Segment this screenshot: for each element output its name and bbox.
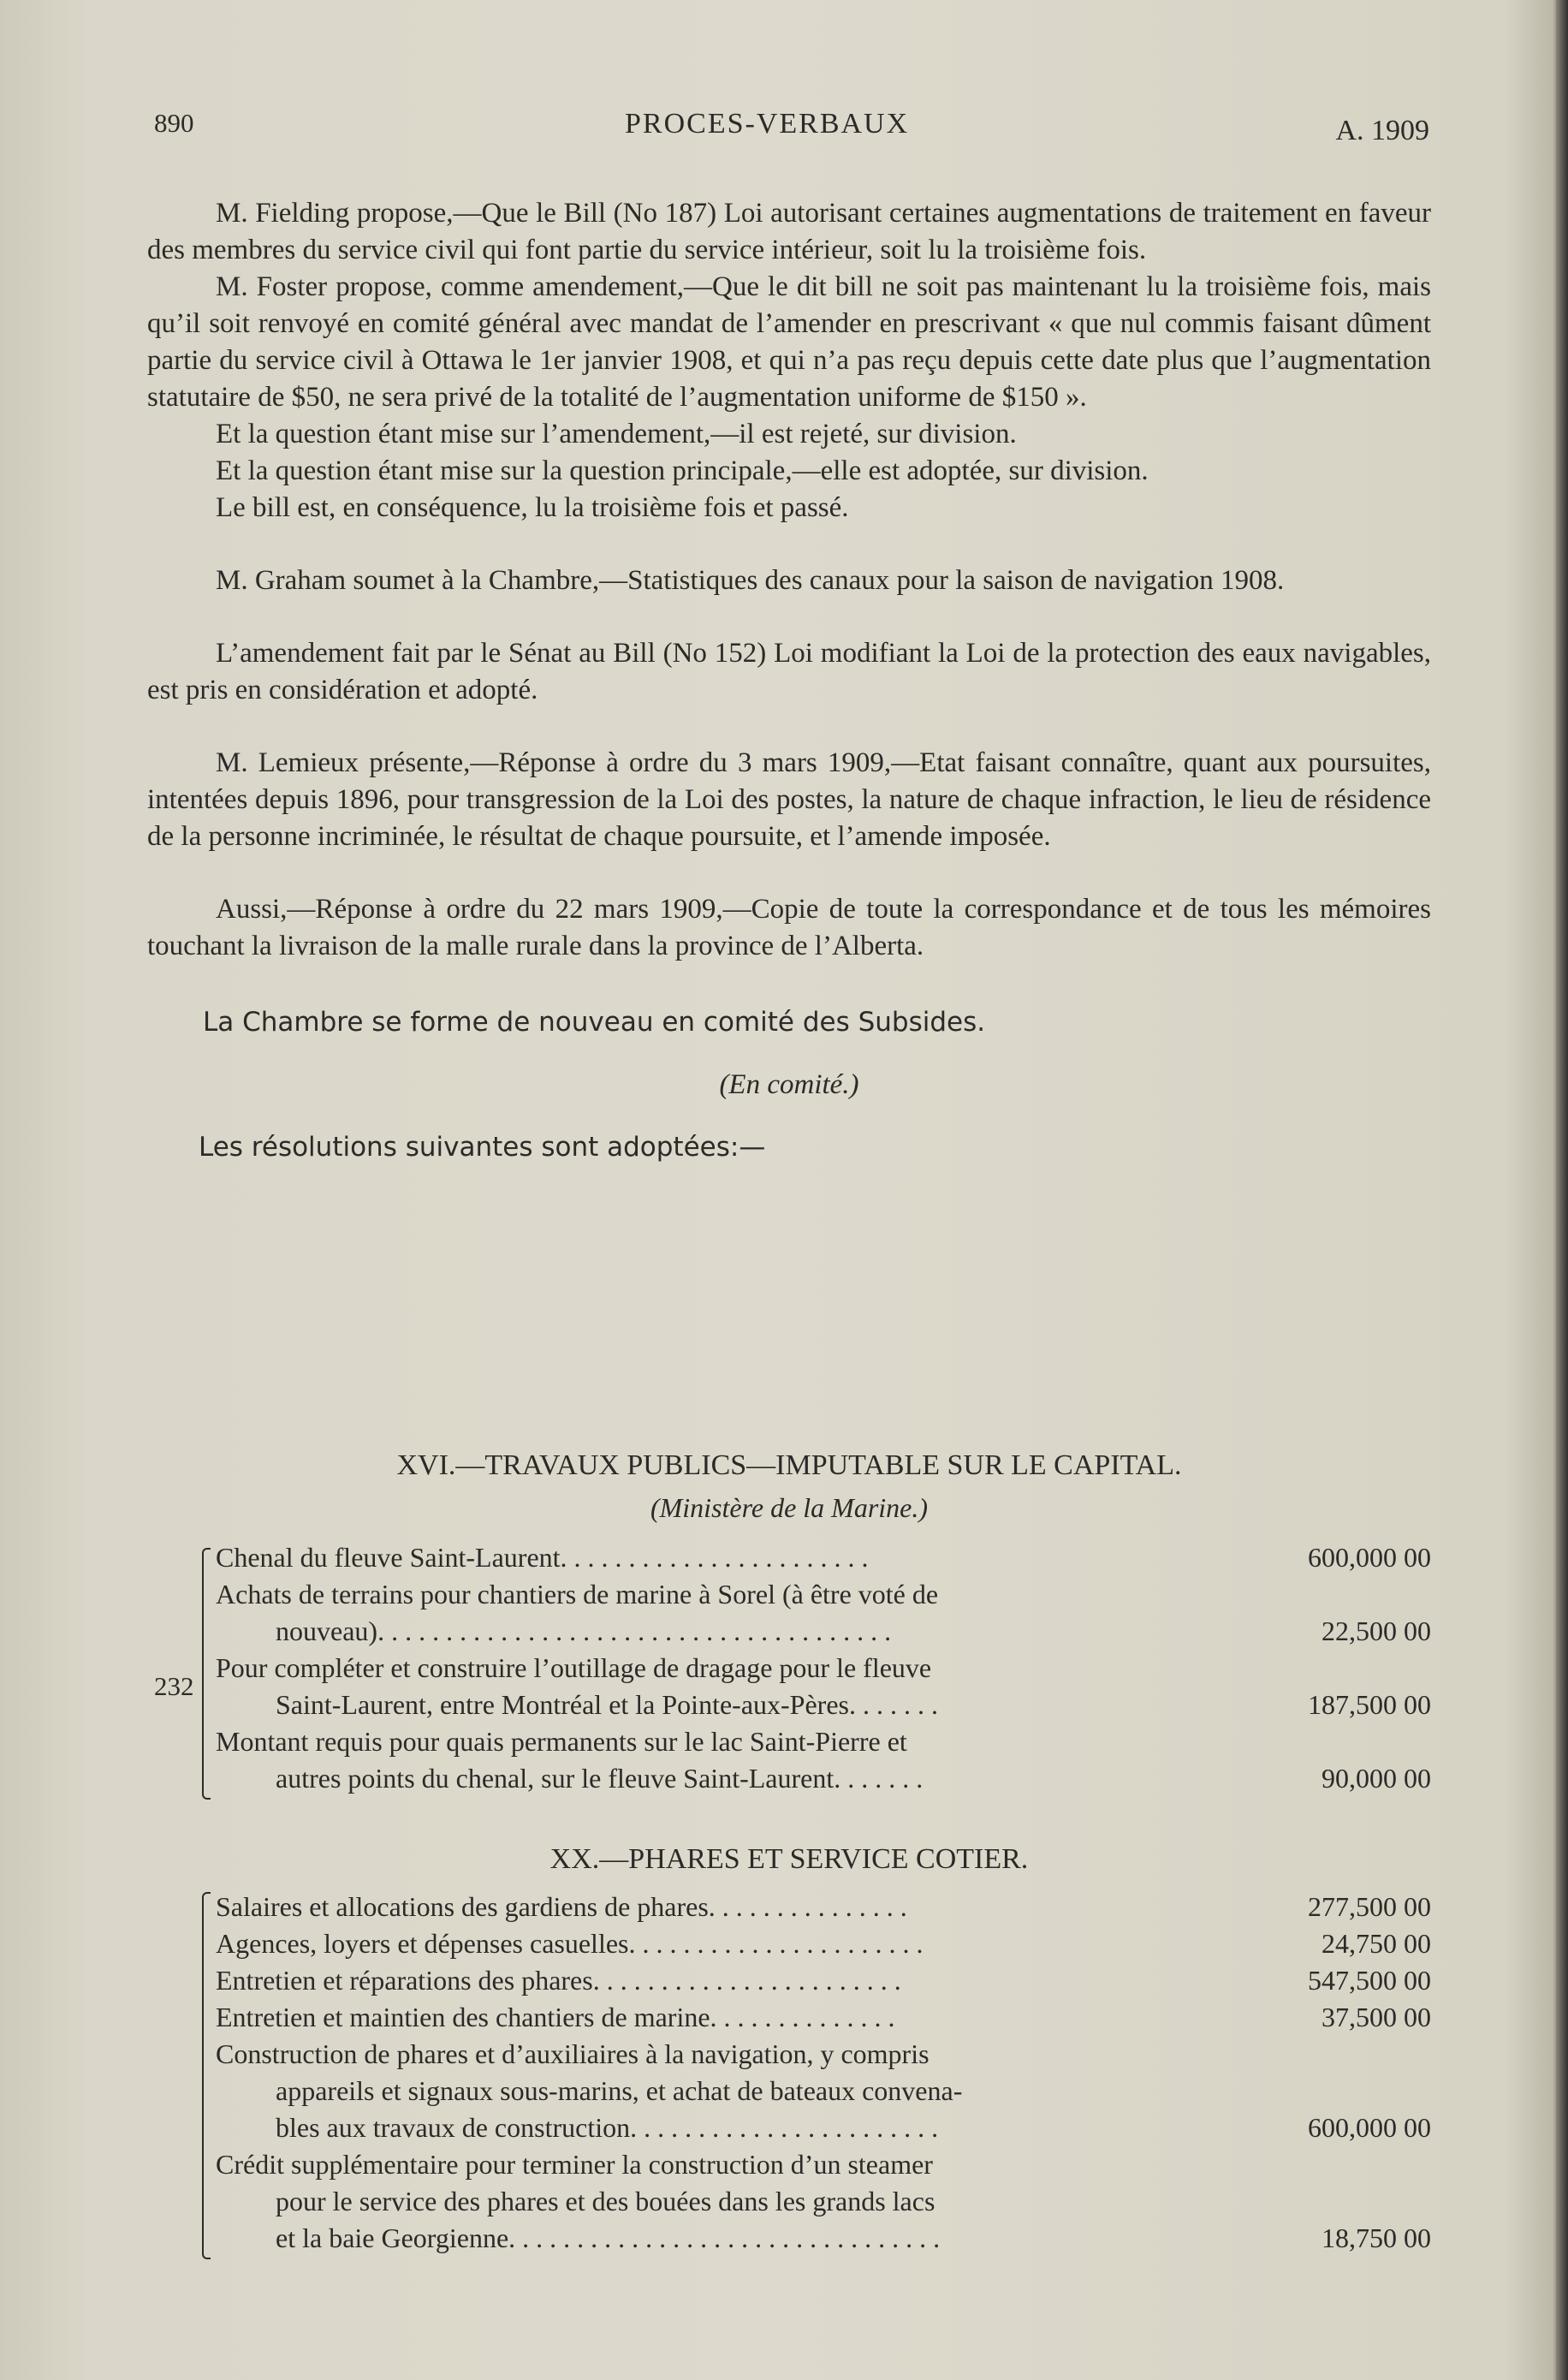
ledger-row <box>147 1962 1431 1999</box>
item-description: Agences, loyers et dépenses casuelles. . . . . . . . . . . . . . . . . . . . . . <box>216 1928 924 1959</box>
item-amount: 547,500 00 <box>1308 1965 1431 1996</box>
item-description: Chenal du fleuve Saint-Laurent. . . . . . . . . . . . . . . . . . . . . . . <box>216 1542 869 1573</box>
paragraph-fielding: M. Fielding propose,—Que le Bill (No 187) Loi autorisant certaines augmentations de traitement en faveur des membres du service civil qui font partie du service intérieur, soit lu la troisième fois. <box>147 198 1431 265</box>
ledger-row <box>147 1576 1431 1613</box>
item-description: pour le service des phares et des bouées dans les grands lacs <box>276 2186 935 2216</box>
section-xx-heading: XX.—PHARES ET SERVICE COTIER. <box>549 1843 1029 1875</box>
item-description: Construction de phares et d’auxiliaires à la navigation, y compris <box>216 2038 930 2069</box>
paragraph-aussi: Aussi,—Réponse à ordre du 22 mars 1909,—Copie de toute la correspondance et de tous les mémoires touchant la livraison de la malle rurale dans la province de l’Alberta. <box>147 894 1431 961</box>
page-header <box>154 108 1429 151</box>
ledger-row <box>147 2220 1431 2257</box>
section-xvi <box>147 1447 1431 1797</box>
item-amount: 600,000 00 <box>1308 2112 1431 2143</box>
paragraph-foster: M. Foster propose, comme amendement,—Que le dit bill ne soit pas maintenant lu la troisième fois, mais qu’il soit renvoyé en comité général avec mandat de l’amender en prescrivant « que nul commis faisant dûment partie du service civil à Ottawa le 1er janvier 1908, et qui n’a pas reçu depuis cette date plus que l’augmentation statutaire de $50, ne sera privé de la totalité de l’augmentation uniforme de $150 ». <box>147 271 1431 413</box>
section-xvi-heading: XVI.—TRAVAUX PUBLICS—IMPUTABLE SUR LE CAPITAL. <box>396 1449 1182 1481</box>
item-description: Saint-Laurent, entre Montréal et la Pointe-aux-Pères. . . . . . . <box>276 1689 938 1720</box>
item-amount: 22,500 00 <box>1322 1615 1431 1646</box>
item-description: autres points du chenal, sur le fleuve Saint-Laurent. . . . . . . <box>276 1763 924 1794</box>
section-xvi-subheading: (Ministère de la Marine.) <box>650 1492 929 1523</box>
ledger-row <box>147 2183 1431 2220</box>
item-amount: 24,750 00 <box>1322 1928 1431 1959</box>
paragraph-bill-passed: Le bill est, en conséquence, lu la troisième fois et passé. <box>216 492 849 523</box>
item-amount: 18,750 00 <box>1322 2222 1431 2253</box>
session-year: A. 1909 <box>1335 115 1429 146</box>
item-description: Crédit supplémentaire pour terminer la construction d’un steamer <box>216 2149 933 2180</box>
paragraph-resolutions: Les résolutions suivantes sont adoptées:— <box>199 1132 766 1163</box>
ledger-row <box>147 2146 1431 2183</box>
ledger-row <box>147 1889 1431 1925</box>
section-xx <box>147 1841 1431 2257</box>
item-description: et la baie Georgienne. . . . . . . . . . . . . . . . . . . . . . . . . . . . . . . . <box>276 2222 941 2253</box>
item-description: Entretien et maintien des chantiers de marine. . . . . . . . . . . . . . <box>216 2002 895 2032</box>
vote-number: 232 <box>154 1671 194 1701</box>
page-number: 890 <box>154 108 194 138</box>
item-description: Salaires et allocations des gardiens de phares. . . . . . . . . . . . . . . <box>216 1891 907 1922</box>
item-amount: 277,500 00 <box>1308 1891 1431 1922</box>
ledger-row <box>147 1925 1431 1962</box>
paragraph-graham: M. Graham soumet à la Chambre,—Statistiques des canaux pour la saison de navigation 1908. <box>216 565 1285 596</box>
paragraph-chambre-comite: La Chambre se forme de nouveau en comité des Subsides. <box>203 1007 986 1038</box>
item-amount: 90,000 00 <box>1322 1763 1431 1794</box>
ledger-row <box>147 1613 1431 1650</box>
item-description: nouveau). . . . . . . . . . . . . . . . . . . . . . . . . . . . . . . . . . . . . . <box>276 1615 892 1646</box>
ledger-row <box>147 1539 1431 1576</box>
ledger-row <box>147 1650 1431 1687</box>
running-title: PROCES-VERBAUX <box>625 108 910 140</box>
item-description: Entretien et réparations des phares. . . . . . . . . . . . . . . . . . . . . . . <box>216 1965 901 1996</box>
paragraph-senate-amendment: L’amendement fait par le Sénat au Bill (No 152) Loi modifiant la Loi de la protection des eaux navigables, est pris en considération et adopté. <box>147 638 1431 705</box>
item-amount: 37,500 00 <box>1322 2002 1431 2032</box>
ledger-row <box>147 1723 1431 1760</box>
item-description: appareils et signaux sous-marins, et achat de bateaux convena- <box>276 2075 963 2106</box>
paragraph-main-vote: Et la question étant mise sur la question principale,—elle est adoptée, sur division. <box>216 455 1149 486</box>
ledger-row <box>147 2109 1431 2146</box>
book-binding-edge <box>1556 0 1568 2380</box>
item-amount: 600,000 00 <box>1308 1542 1431 1573</box>
ledger-row <box>147 2036 1431 2073</box>
paragraph-lemieux: M. Lemieux présente,—Réponse à ordre du 3 mars 1909,—Etat faisant connaître, quant aux poursuites, intentées depuis 1896, pour transgression de la Loi des postes, la nature de chaque infraction, le lieu de résidence de la personne incriminée, le résultat de chaque poursuite, et l’amende imposée. <box>147 747 1431 852</box>
item-description: Montant requis pour quais permanents sur le lac Saint-Pierre et <box>216 1726 907 1757</box>
item-amount: 187,500 00 <box>1308 1689 1431 1720</box>
minutes-body <box>147 195 1431 1166</box>
item-description: bles aux travaux de construction. . . . . . . . . . . . . . . . . . . . . . . <box>276 2112 939 2143</box>
ledger-row <box>147 2073 1431 2109</box>
ledger-row <box>147 1999 1431 2036</box>
committee-note: (En comité.) <box>719 1069 859 1100</box>
paragraph-amendment-vote: Et la question étant mise sur l’amendement,—il est rejeté, sur division. <box>216 419 1017 449</box>
ledger-row <box>147 1760 1431 1797</box>
item-description: Pour compléter et construire l’outillage de dragage pour le fleuve <box>216 1652 932 1683</box>
ledger-row <box>147 1687 1431 1723</box>
item-description: Achats de terrains pour chantiers de marine à Sorel (à être voté de <box>216 1579 939 1609</box>
